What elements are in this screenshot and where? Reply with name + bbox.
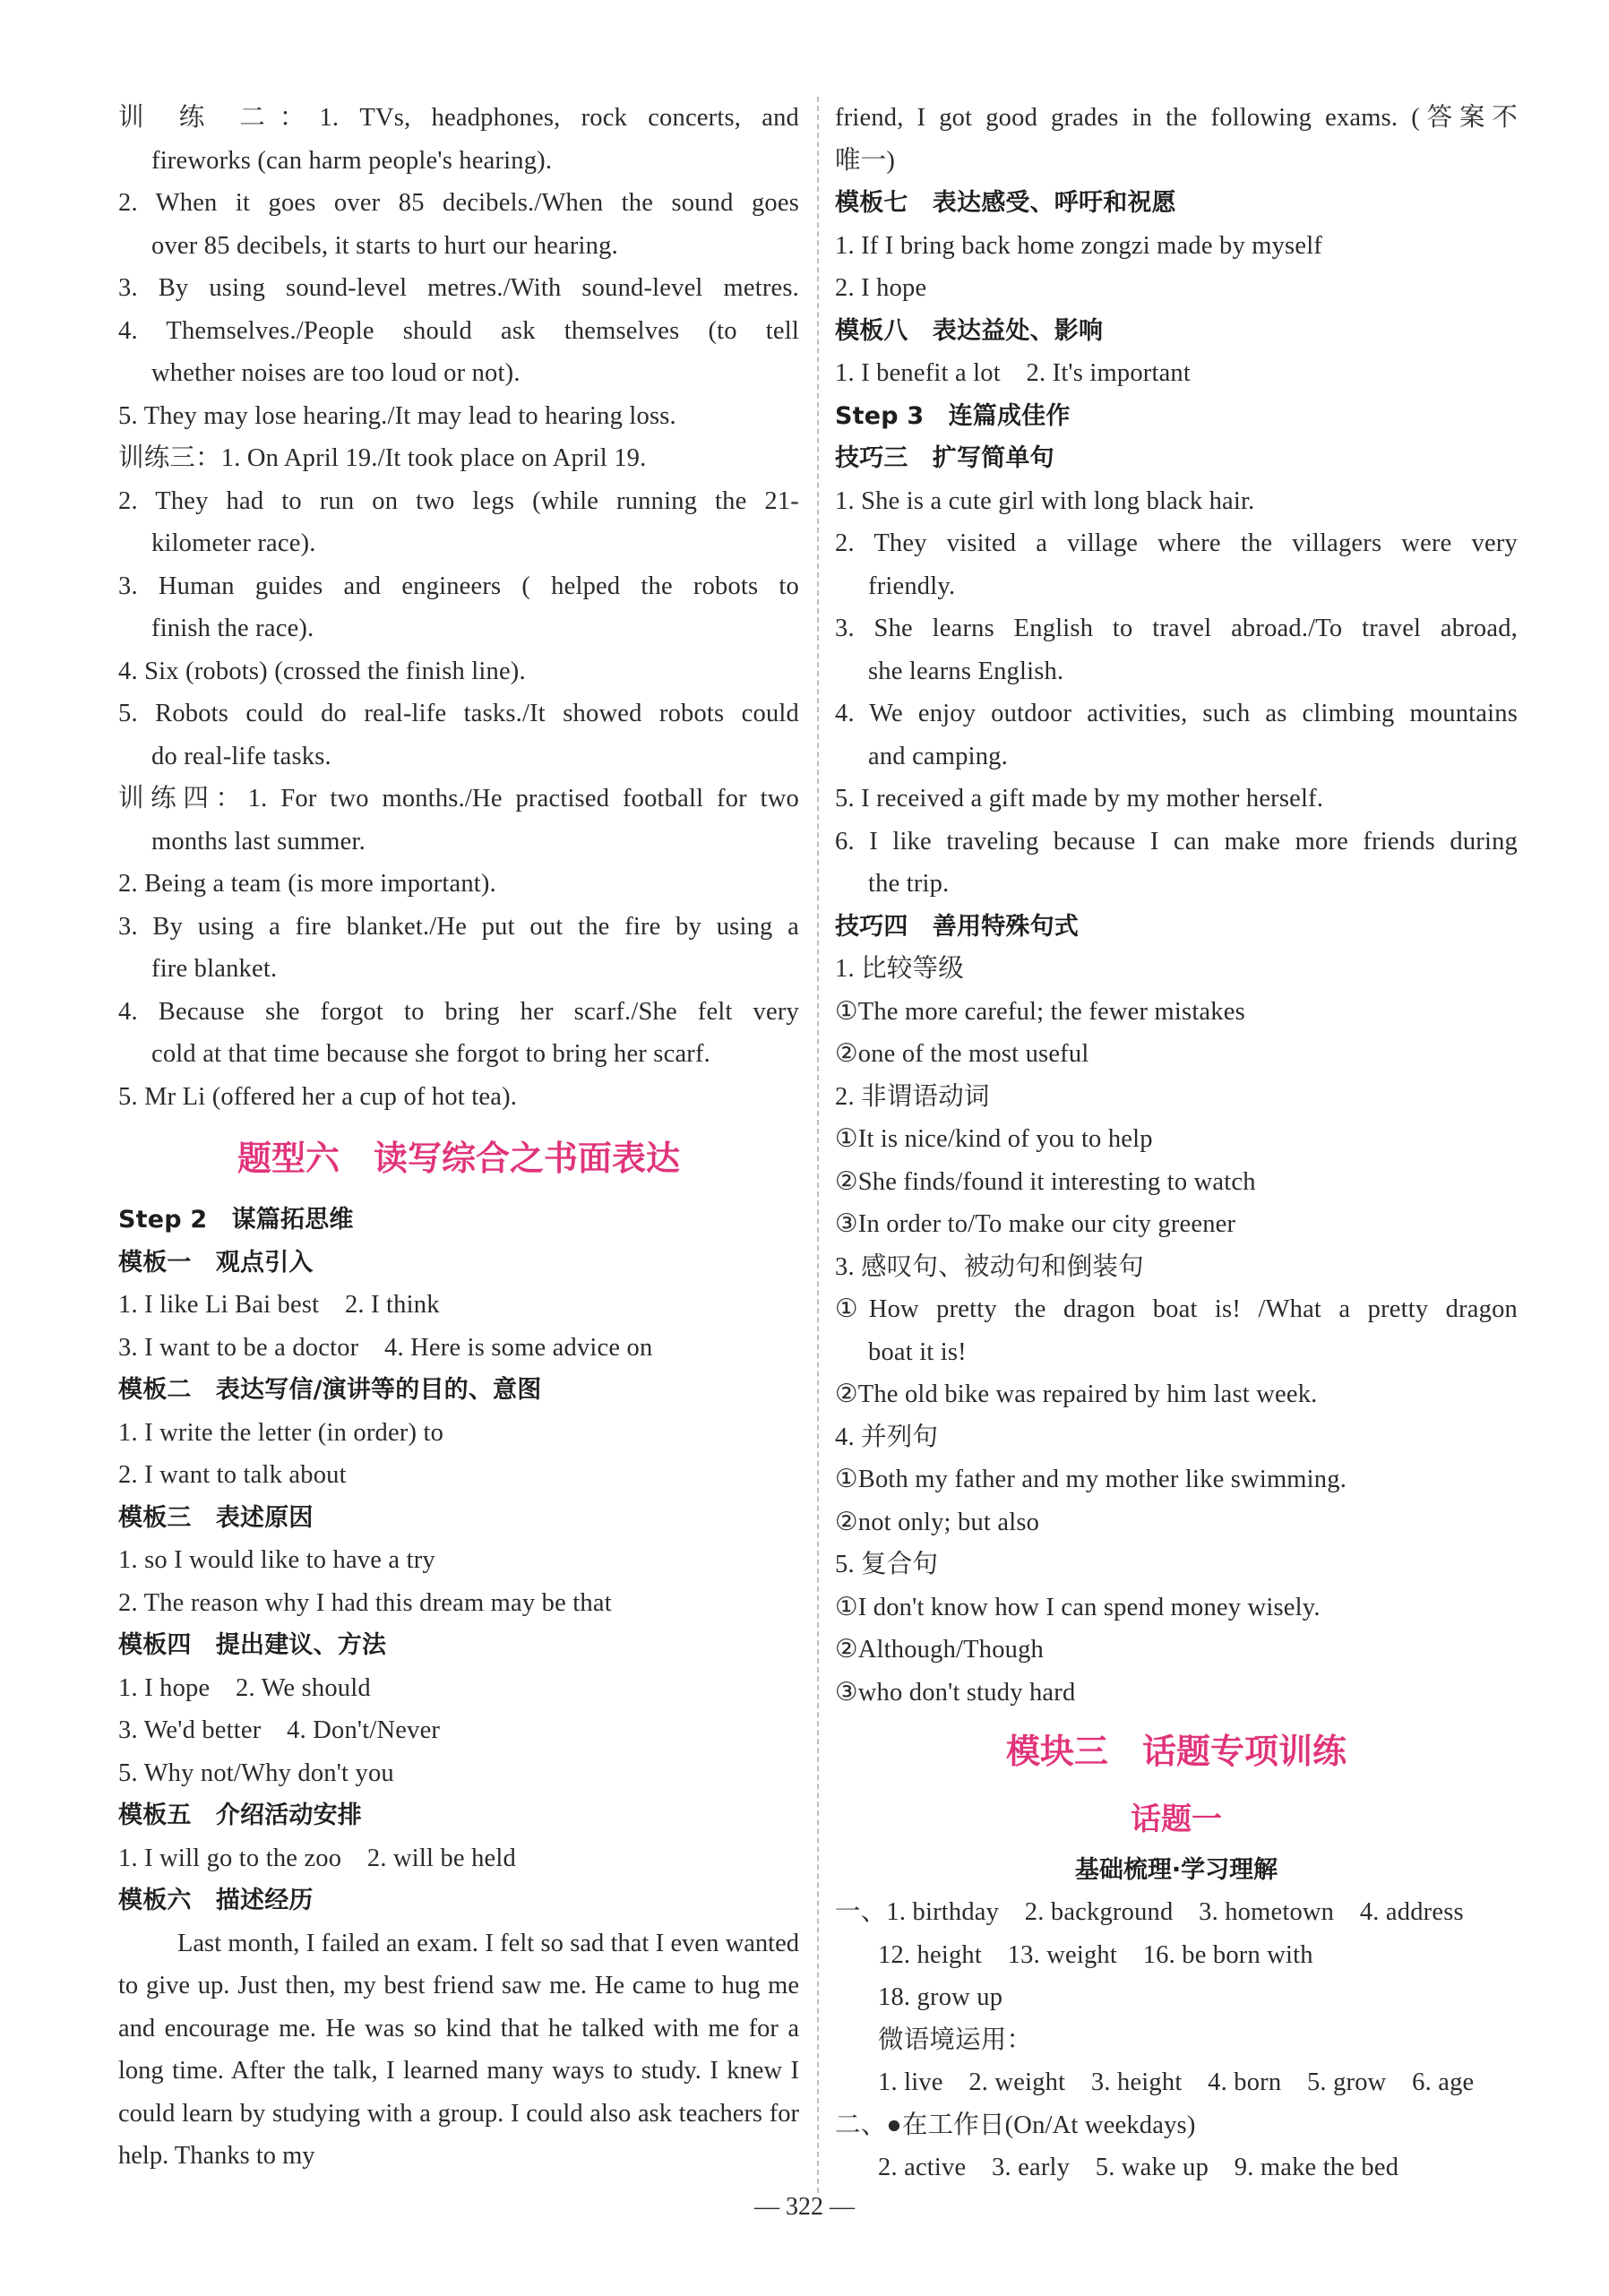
- text-line: ①It is nice/kind of you to help: [835, 1125, 1153, 1153]
- text-line: 1. I write the letter (in order) to: [118, 1418, 444, 1447]
- column-divider: [817, 97, 819, 2193]
- text-line: she learns English.: [868, 657, 1064, 685]
- text-line: ②one of the most useful: [835, 1040, 1089, 1068]
- text-line: 4. Because she forgot to bring her scarf./She felt very: [118, 997, 799, 1026]
- left-column: [118, 97, 799, 2178]
- text-line: 3. 感叹句、被动句和倒装句: [835, 1252, 1144, 1281]
- text-line: 训练三：1. On April 19./It took place on April 19.: [118, 444, 647, 472]
- text-line: kilometer race).: [151, 529, 316, 557]
- text-line: 1. I benefit a lot 2. It's important: [835, 359, 1192, 387]
- text-line: 5. Mr Li (offered her a cup of hot tea).: [118, 1082, 518, 1111]
- text-line: 1. She is a cute girl with long black hair.: [835, 486, 1255, 515]
- text-line: months last summer.: [151, 827, 366, 856]
- text-line: 12. height 13. weight 16. be born with: [878, 1940, 1313, 1969]
- heading: 模板一 观点引入: [118, 1248, 314, 1277]
- text-line: 3. By using a fire blanket./He put out the fire by using a: [118, 912, 799, 941]
- text-line: over 85 decibels, it starts to hurt our hearing.: [151, 231, 618, 260]
- text-line: friendly.: [868, 572, 956, 600]
- text-line: boat it is!: [868, 1337, 967, 1366]
- text-line: 18. grow up: [878, 1983, 1003, 2011]
- heading: 技巧三 扩写简单句: [835, 444, 1054, 472]
- text-line: ③In order to/To make our city greener: [835, 1210, 1236, 1238]
- heading: 模板三 表述原因: [118, 1503, 314, 1532]
- text-line: 5. They may lose hearing./It may lead to hearing loss.: [118, 401, 676, 430]
- text-line: finish the race).: [151, 615, 314, 642]
- text-line: 4. Themselves./People should ask themselves (to tell: [118, 316, 799, 345]
- text-line: 1. live 2. weight 3. height 4. born 5. grow 6. age: [878, 2068, 1475, 2096]
- text-line: 3. Human guides and engineers ( helped the robots to: [118, 572, 799, 600]
- text-line: ②Although/Though: [835, 1636, 1044, 1664]
- text-line: ①Both my father and my mother like swimming.: [835, 1466, 1347, 1493]
- text-line: 二、●在工作日(On/At weekdays): [835, 2111, 1196, 2139]
- text-line: fireworks (can harm people's hearing).: [151, 146, 553, 175]
- text-line: 1. I like Li Bai best 2. I think: [118, 1291, 440, 1319]
- text-line: ①I don't know how I can spend money wisely.: [835, 1593, 1321, 1621]
- text-line: 5. 复合句: [835, 1551, 939, 1578]
- text-line: 3. By using sound-level metres./With sound-level metres.: [118, 274, 799, 302]
- text-line: 1. 比较等级: [835, 955, 964, 983]
- text-line: 3. We'd better 4. Don't/Never: [118, 1716, 441, 1744]
- heading: 模板七 表达感受、呼吁和祝愿: [835, 189, 1176, 217]
- text-line: the trip.: [868, 870, 950, 898]
- heading: 模板六 描述经历: [118, 1887, 314, 1914]
- text-line: 2. Being a team (is more important).: [118, 870, 496, 898]
- text-line: and camping.: [868, 742, 1008, 770]
- heading: 模板八 表达益处、影响: [835, 316, 1104, 345]
- text-line: 5. Robots could do real-life tasks./It showed robots could: [118, 700, 799, 727]
- text-line: 4. 并列句: [835, 1423, 939, 1451]
- text-line: 2. The reason why I had this dream may be that: [118, 1588, 612, 1617]
- text-line: do real-life tasks.: [151, 742, 331, 770]
- text-line: 3. She learns English to travel abroad./To travel abroad,: [835, 615, 1518, 642]
- heading: 模板二 表达写信/演讲等的目的、意图: [118, 1376, 542, 1404]
- text-line: ②not only; but also: [835, 1508, 1040, 1536]
- page-number: — 322 —: [754, 2193, 855, 2221]
- text-line: 唯一): [835, 146, 896, 175]
- text-line: ②The old bike was repaired by him last week.: [835, 1380, 1318, 1408]
- text-line: 2. active 3. early 5. wake up 9. make the bed: [878, 2154, 1399, 2181]
- text-line: 2. 非谓语动词: [835, 1082, 990, 1111]
- text-line: 5. I received a gift made by my mother herself.: [835, 785, 1324, 813]
- text-line: 微语境运用：: [878, 2025, 1033, 2054]
- section-title: 题型六 读写综合之书面表达: [237, 1138, 680, 1178]
- heading: 模板四 提出建议、方法: [118, 1631, 387, 1659]
- text-line: 5. Why not/Why don't you: [118, 1759, 394, 1787]
- text-line: 6. I like traveling because I can make more friends during: [835, 827, 1518, 856]
- text-line: 1. If I bring back home zongzi made by myself: [835, 231, 1323, 260]
- subheading: 基础梳理·学习理解: [1074, 1856, 1278, 1884]
- text-line: cold at that time because she forgot to bring her scarf.: [151, 1040, 711, 1068]
- sample-paragraph: Last month, I failed an exam. I felt so sad that I even wanted to give up. Just then, my best friend saw me. He came to hug me and encourage me. He was so kind that he talked with me for a long time. After the talk, I learned many ways to study. I knew I could learn by studying with a group. I could also ask teachers for help. Thanks to my: [118, 1929, 799, 2170]
- text-line: 3. I want to be a doctor 4. Here is some advice on: [118, 1333, 653, 1362]
- right-column: [835, 97, 1518, 2189]
- text-line: 2. I hope: [835, 274, 927, 302]
- text-line: ①How pretty the dragon boat is! /What a pretty dragon: [835, 1295, 1518, 1323]
- heading: 模板五 介绍活动安排: [118, 1802, 362, 1829]
- text-line: ①The more careful; the fewer mistakes: [835, 997, 1245, 1026]
- text-line: 2. They had to run on two legs (while running the 21-: [118, 486, 799, 515]
- text-line: 4. We enjoy outdoor activities, such as climbing mountains: [835, 700, 1518, 727]
- text-line: 2. When it goes over 85 decibels./When the sound goes: [118, 189, 799, 217]
- topic-title: 话题一: [1131, 1802, 1222, 1837]
- heading: Step 2 谋篇拓思维: [118, 1206, 354, 1234]
- text-line: 4. Six (robots) (crossed the finish line).: [118, 657, 526, 685]
- text-line: fire blanket.: [151, 955, 278, 983]
- text-line: 训练四：1. For two months./He practised football for two: [118, 785, 799, 813]
- heading: Step 3 连篇成佳作: [835, 401, 1071, 430]
- module-title: 模块三 话题专项训练: [1005, 1731, 1347, 1771]
- text-line: whether noises are too loud or not).: [151, 359, 521, 387]
- text-line: friend, I got good grades in the following exams. (答案不: [835, 104, 1518, 132]
- text-line: ③who don't study hard: [835, 1678, 1076, 1707]
- text-line: 一、1. birthday 2. background 3. hometown 4. address: [835, 1898, 1464, 1926]
- text-line: 2. I want to talk about: [118, 1461, 347, 1489]
- heading: 技巧四 善用特殊句式: [835, 912, 1079, 941]
- text-line: 1. so I would like to have a try: [118, 1546, 435, 1574]
- text-line: 2. They visited a village where the villagers were very: [835, 529, 1518, 557]
- text-line: ②She finds/found it interesting to watch: [835, 1167, 1256, 1196]
- text-line: 1. I hope 2. We should: [118, 1673, 371, 1702]
- text-line: 1. I will go to the zoo 2. will be held: [118, 1844, 516, 1872]
- text-line: 训 练 二：1. TVs, headphones, rock concerts, and: [118, 104, 799, 132]
